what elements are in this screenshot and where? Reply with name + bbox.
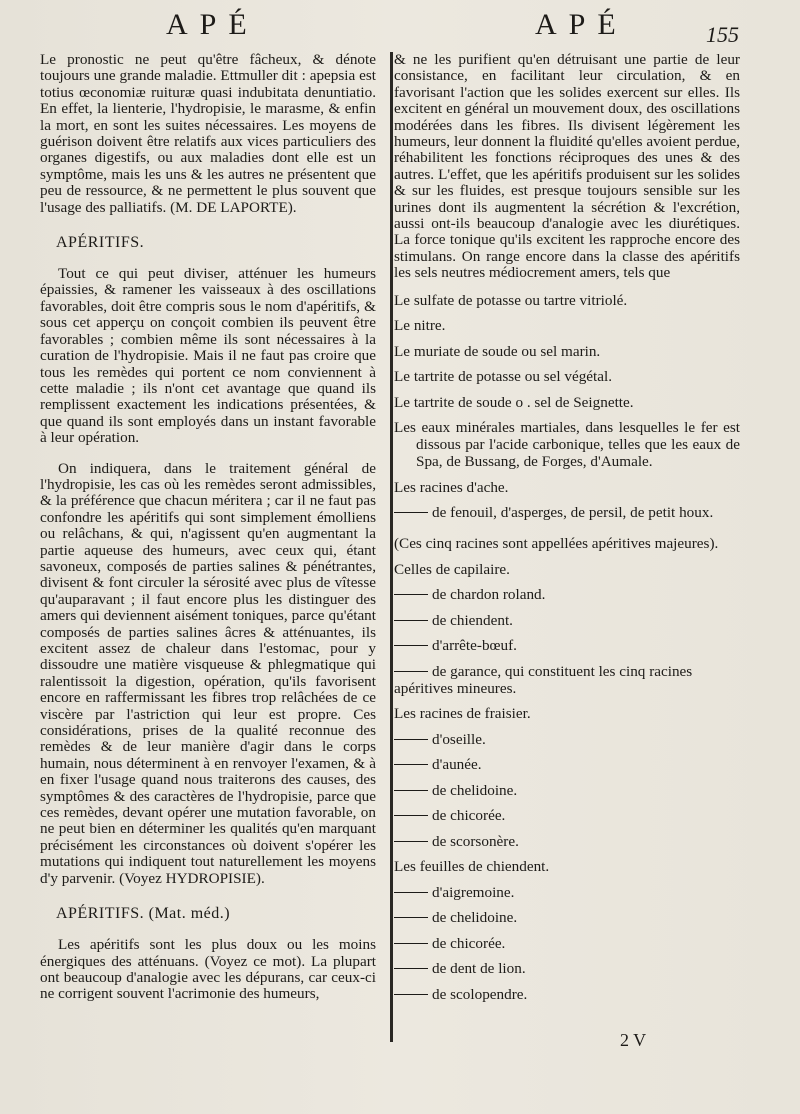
item-text: Le tartrite de soude o . sel de Seignette. xyxy=(394,393,634,411)
ditto-dash xyxy=(394,620,428,621)
item-text: Le nitre. xyxy=(394,317,446,335)
ditto-dash xyxy=(394,790,428,791)
list-item xyxy=(394,637,740,654)
list-item xyxy=(394,292,740,309)
list-item xyxy=(394,586,740,603)
list-item xyxy=(394,535,740,552)
ditto-dash xyxy=(394,815,428,816)
item-text: (Ces cinq racines sont appellées apéritives majeures). xyxy=(394,535,719,553)
list-item xyxy=(394,782,740,799)
ditto-dash xyxy=(394,968,428,969)
running-header xyxy=(0,8,800,50)
item-text: Les racines de fraisier. xyxy=(394,705,531,723)
left-column xyxy=(40,52,376,1003)
spacer xyxy=(40,447,376,461)
list-item xyxy=(394,317,740,334)
item-text: de scolopendre. xyxy=(432,985,528,1003)
header-left: APÉ xyxy=(166,8,259,41)
list-item xyxy=(394,479,740,496)
ditto-dash xyxy=(394,764,428,765)
list-item xyxy=(394,935,740,952)
right-column xyxy=(394,52,740,1011)
item-text: de chelidoine. xyxy=(432,781,518,799)
list-item xyxy=(394,909,740,926)
ditto-dash xyxy=(394,892,428,893)
item-text: Le tartrite de potasse ou sel végétal. xyxy=(394,368,613,386)
ditto-dash xyxy=(394,645,428,646)
item-text: Les racines d'ache. xyxy=(394,478,509,496)
heading-aperitifs-mat-med: APÉRITIFS. (Mat. méd.) xyxy=(56,905,231,923)
item-text: de chardon roland. xyxy=(432,586,546,604)
signature-mark: 2 V xyxy=(620,1030,647,1050)
ditto-dash xyxy=(394,671,428,672)
item-text: de chicorée. xyxy=(432,807,506,825)
list-item xyxy=(394,394,740,411)
paragraph-prognosis: Le pronostic ne peut qu'être fâcheux, & dénote toujours une grande maladie. Ettmuller dit : apepsia est totius œconomiæ ruituræ quasi indubitata denuntiatio. En effet, la lienterie, l'hydropisie, le marasme, & enfin la mort, en sont les suites nécessaires. Les moyens de guérison doivent être relatifs aux vices particuliers des organes digestifs, ou aux maladies dont elle est un symptôme, mais les uns & les autres ne présentent que peu de ressource, & ne permettent le plus souvent que l'usage des palliatifs. (M. DE LAPORTE). xyxy=(40,51,376,216)
list-item xyxy=(394,884,740,901)
ditto-dash xyxy=(394,841,428,842)
list-item xyxy=(394,368,740,385)
list-item xyxy=(394,343,740,360)
list-item xyxy=(394,663,740,697)
list-item xyxy=(394,705,740,722)
item-text: de garance, qui constituent les cinq racines apéritives mineures. xyxy=(394,662,693,697)
ditto-dash xyxy=(394,739,428,740)
item-text: Les eaux minérales martiales, dans lesquelles le fer est dissous par l'acide carbonique, telles que les eaux de Spa, de Bussang, de Forges, d'Aumale. xyxy=(394,419,740,471)
paragraph-treatment: On indiquera, dans le traitement général de l'hydropisie, les cas où les remèdes seront admissibles, & la préférence que chacun méritera ; car il ne faut pas confondre les apéritifs qui sont simplement émolliens ou relâchans, & qui, n'agissent qu'en augmentant la partie aqueuse des humeurs, avec ceux qui, étant savoneux, composés de parties salines & pénétrantes, divisent & font circuler la sérosité avec plus de vîtesse qu'auparavant ; il faut encore plus les distinguer des amers qui deviennent aisément toniques, parce qu'étant composés de parties salines âcres & atténuantes, ils excitent assez de chaleur dans l'estomac, pour y dissoudre une matière visqueuse & phlegmatique qui ralentissoit la digestion, opération, qu'ils favorisent encore en raffermissant les fibres trop relâchées de ce viscère par l'astriction qui leur est propre. Ces considérations, prises de la qualité reconnue des remèdes & de leur manière d'agir dans le corps humain, nous déterminent à en renvoyer l'examen, & à en fixer l'usage quand nous traiterons des causes, des symptômes & des caractères de l'hydropisie, parce que ces remèdes, devant opérer une mutation favorable, on ne peut bien en déterminer les qualités qu'en marquant précisément les circonstances où doivent s'opérer les mutations qui indiquent tout naturellement les moyens d'y parvenir. (Voyez HYDROPISIE). xyxy=(40,459,376,887)
item-text: de dent de lion. xyxy=(432,960,526,978)
item-text: Le sulfate de potasse ou tartre vitriolé. xyxy=(394,291,628,309)
list-item xyxy=(394,756,740,773)
item-text: de fenouil, d'asperges, de persil, de petit houx. xyxy=(432,504,714,522)
paragraph-mat-med: Les apéritifs sont les plus doux ou les moins énergiques des atténuans. (Voyez ce mot). La plupart ont beaucoup d'analogie avec les dépurans, car ceux-ci ne corrigent souvent l'acrimonie des humeurs, xyxy=(40,936,376,1003)
list-item xyxy=(394,504,740,521)
list-item xyxy=(394,833,740,850)
item-text: Les feuilles de chiendent. xyxy=(394,858,550,876)
item-text: Le muriate de soude ou sel marin. xyxy=(394,342,601,360)
ditto-dash xyxy=(394,994,428,995)
list-item xyxy=(394,807,740,824)
item-text: de chiendent. xyxy=(432,611,513,629)
list-item xyxy=(394,561,740,578)
item-text: d'aigremoine. xyxy=(432,883,515,901)
column-divider xyxy=(390,52,393,1042)
item-text: de chicorée. xyxy=(432,934,506,952)
heading-aperitifs: APÉRITIFS. xyxy=(56,234,145,252)
list-item xyxy=(394,419,740,470)
paragraph-definition: Tout ce qui peut diviser, atténuer les humeurs épaissies, & ramener les vaisseaux à des oscillations favorables, doit être compris sous le nom d'apéritifs, & sous cet apperçu on conçoit combien ils peuvent être favorables ; combien même ils sont nécessaires à la curation de l'hydropisie. Mais il ne faut pas croire que tous les remèdes qui portent ce nom conviennent à cette maladie ; ils n'ont cet avantage que quand ils remplissent exactement les indications présentées, & que quand ils sont employés dans un instant favorable à leur opération. xyxy=(40,265,376,447)
paragraph-continuation: & ne les purifient qu'en détruisant une partie de leur consistance, en facilitant leur circulation, & en favorisant l'action que les solides exercent sur elles. Ils excitent en général un mouvement doux, des oscillations modérées dans les fibres. Ils divisent légèrement les humeurs, leur donnent la fluidité qu'elles avoient perdue, réhabilitent les fonctions réciproques des unes & des autres. L'effet, que les apéritifs produisent sur les solides & sur les fluides, est presque toujours sensible sur les urines dont ils augmentent la sécrétion & l'excrétion, aussi ont-ils beaucoup d'analogie avec les diurétiques. La force tonique qu'ils excitent les rapproche encore des stimulans. On range encore dans la classe des apéritifs les sels neutres médiocrement amers, tels que xyxy=(394,51,740,282)
ditto-dash xyxy=(394,917,428,918)
item-text: de scorsonère. xyxy=(432,832,519,850)
item-text: de chelidoine. xyxy=(432,909,518,927)
item-text: d'oseille. xyxy=(432,730,486,748)
item-text: d'aunée. xyxy=(432,756,482,774)
item-text: Celles de capilaire. xyxy=(394,560,510,578)
list-item xyxy=(394,858,740,875)
list-item xyxy=(394,731,740,748)
header-right: APÉ xyxy=(535,8,628,41)
list-item xyxy=(394,986,740,1003)
list-item xyxy=(394,960,740,977)
item-text: d'arrête-bœuf. xyxy=(432,637,517,655)
ditto-dash xyxy=(394,943,428,944)
ditto-dash xyxy=(394,594,428,595)
ditto-dash xyxy=(394,512,428,513)
list-item xyxy=(394,612,740,629)
page-number: 155 xyxy=(706,22,739,47)
